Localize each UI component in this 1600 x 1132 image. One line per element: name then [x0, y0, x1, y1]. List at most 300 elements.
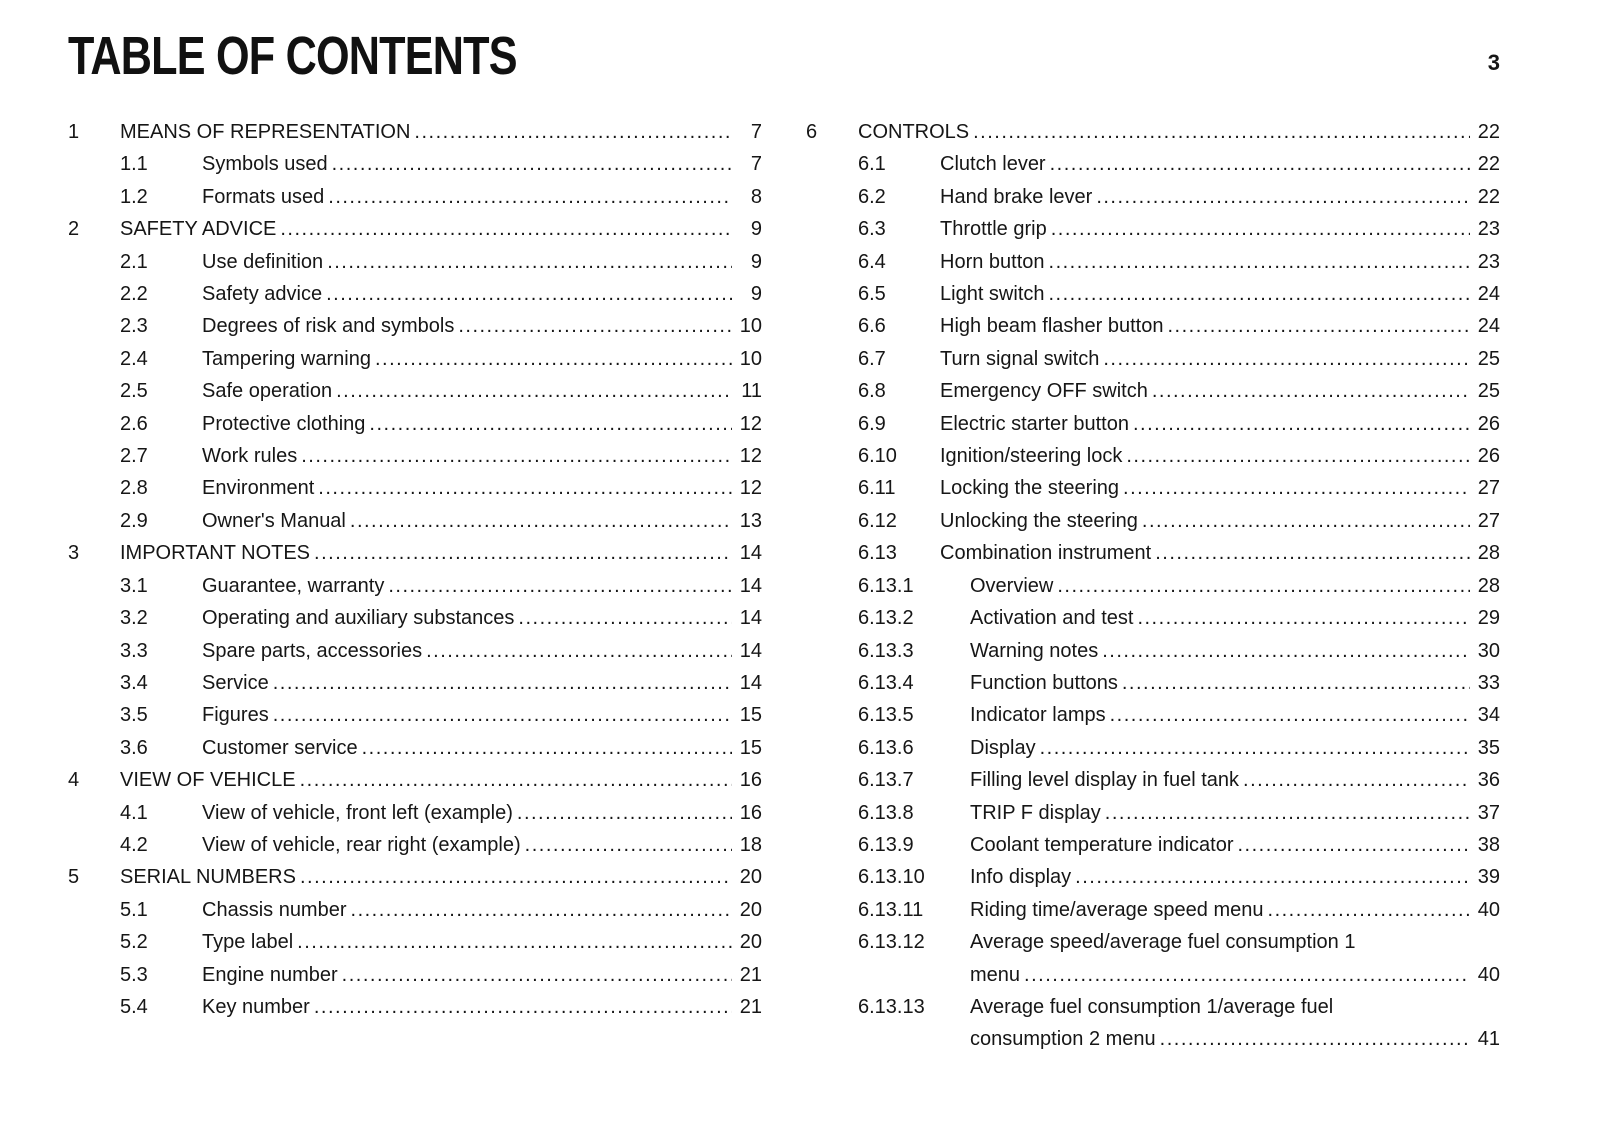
toc-entry-number: 6.10	[858, 445, 897, 468]
toc-entry	[68, 732, 762, 764]
toc-entry	[68, 894, 762, 926]
toc-entry-page: 27	[1477, 477, 1500, 500]
toc-entry-label: Formats used	[202, 185, 325, 208]
toc-entry-body	[970, 926, 1500, 991]
dot-leader	[1142, 505, 1470, 537]
toc-entry-label: Engine number	[202, 963, 338, 986]
toc-entry-label: consumption 2 menu	[970, 1028, 1156, 1051]
toc-entry-number: 4.1	[120, 801, 148, 824]
toc-columns	[68, 116, 1500, 1056]
toc-entry	[68, 278, 762, 310]
toc-entry	[806, 635, 1500, 667]
toc-entry-label: Electric starter button	[940, 412, 1129, 435]
toc-entry	[806, 570, 1500, 602]
toc-entry	[68, 181, 762, 213]
toc-entry	[806, 797, 1500, 829]
dot-leader	[301, 440, 732, 472]
toc-entry-label: TRIP F display	[970, 801, 1101, 824]
toc-entry-page: 29	[1477, 607, 1500, 630]
toc-entry-page: 33	[1477, 671, 1500, 694]
toc-entry-page: 20	[739, 931, 762, 954]
toc-entry-number: 5.4	[120, 995, 148, 1018]
toc-entry-label: Overview	[970, 574, 1054, 597]
toc-entry-page: 15	[739, 704, 762, 727]
toc-entry	[806, 699, 1500, 731]
toc-entry	[806, 667, 1500, 699]
dot-leader	[1160, 1023, 1470, 1055]
toc-entry-body	[202, 181, 762, 213]
toc-entry-page: 23	[1477, 250, 1500, 273]
toc-entry-body	[202, 667, 762, 699]
toc-entry-body	[120, 116, 762, 148]
toc-entry-number: 6.5	[858, 283, 886, 306]
toc-entry-page: 24	[1477, 283, 1500, 306]
toc-entry-page: 14	[739, 574, 762, 597]
toc-entry-label: Service	[202, 671, 269, 694]
toc-entry-body	[970, 764, 1500, 796]
toc-entry	[806, 861, 1500, 893]
toc-entry-body	[202, 699, 762, 731]
toc-entry	[68, 959, 762, 991]
toc-entry-page: 30	[1477, 639, 1500, 662]
dot-leader	[1243, 764, 1470, 796]
toc-entry-page: 10	[739, 315, 762, 338]
toc-entry-page: 18	[739, 833, 762, 856]
toc-entry-label: menu	[970, 963, 1021, 986]
toc-entry-page: 12	[739, 477, 762, 500]
toc-entry-label: Unlocking the steering	[940, 509, 1138, 532]
toc-entry-body	[120, 213, 762, 245]
toc-entry	[68, 148, 762, 180]
dot-leader	[1103, 343, 1470, 375]
dot-leader	[525, 829, 732, 861]
toc-entry-number: 2.4	[120, 347, 148, 370]
toc-entry-page: 23	[1477, 218, 1500, 241]
dot-leader	[1050, 148, 1470, 180]
toc-entry-label: Turn signal switch	[940, 347, 1100, 370]
page-number: 3	[1487, 50, 1500, 75]
dot-leader	[1049, 278, 1471, 310]
toc-entry-body	[940, 310, 1500, 342]
toc-entry-number: 2.5	[120, 380, 148, 403]
toc-entry	[68, 213, 762, 245]
toc-entry-number: 6.13.3	[858, 639, 914, 662]
dot-leader	[336, 375, 732, 407]
toc-entry-body	[202, 472, 762, 504]
toc-entry-label: Guarantee, warranty	[202, 574, 385, 597]
toc-entry-label: Riding time/average speed menu	[970, 898, 1264, 921]
toc-entry-page: 38	[1477, 833, 1500, 856]
toc-entry	[68, 116, 762, 148]
toc-entry-body	[970, 732, 1500, 764]
toc-entry-page: 12	[739, 445, 762, 468]
toc-entry	[806, 894, 1500, 926]
toc-entry	[68, 829, 762, 861]
toc-entry-page: 15	[739, 736, 762, 759]
toc-entry-body	[970, 667, 1500, 699]
toc-entry	[806, 602, 1500, 634]
toc-entry-number: 6.13.7	[858, 769, 914, 792]
toc-entry-label: MEANS OF REPRESENTATION	[120, 121, 411, 143]
toc-entry-body	[940, 148, 1500, 180]
toc-entry	[68, 797, 762, 829]
toc-entry-page: 36	[1477, 769, 1500, 792]
toc-entry-number: 6	[806, 121, 818, 143]
toc-entry-body	[970, 635, 1500, 667]
toc-entry-number: 1	[68, 121, 80, 143]
toc-entry-page: 14	[739, 671, 762, 694]
toc-entry-page: 26	[1477, 412, 1500, 435]
toc-entry-number: 6.13.12	[858, 931, 925, 954]
dot-leader	[414, 116, 732, 148]
toc-entry-number: 6.8	[858, 380, 886, 403]
toc-entry-number: 6.9	[858, 412, 886, 435]
toc-entry	[68, 926, 762, 958]
dot-leader	[1137, 602, 1470, 634]
dot-leader	[350, 505, 732, 537]
toc-entry-body	[940, 278, 1500, 310]
toc-entry-number: 6.4	[858, 250, 886, 273]
toc-entry-number: 3.3	[120, 639, 148, 662]
toc-entry-number: 2.1	[120, 250, 148, 273]
dot-leader	[362, 732, 732, 764]
toc-entry-number: 5.2	[120, 931, 148, 954]
toc-entry-page: 22	[1477, 121, 1500, 143]
page-header	[68, 28, 1500, 85]
toc-entry-number: 6.6	[858, 315, 886, 338]
toc-entry-number: 3.5	[120, 704, 148, 727]
toc-entry-body	[202, 732, 762, 764]
toc-entry-label: Protective clothing	[202, 412, 366, 435]
toc-entry-page: 37	[1477, 801, 1500, 824]
dot-leader	[300, 764, 732, 796]
toc-entry-body	[858, 116, 1500, 148]
dot-leader	[1152, 375, 1470, 407]
toc-entry-label: Combination instrument	[940, 542, 1152, 565]
toc-entry-label: Activation and test	[970, 607, 1134, 630]
toc-entry-body	[120, 861, 762, 893]
toc-entry-body	[970, 894, 1500, 926]
toc-entry-body	[970, 602, 1500, 634]
toc-entry	[68, 505, 762, 537]
dot-leader	[327, 246, 732, 278]
toc-entry-page: 22	[1477, 153, 1500, 176]
toc-entry-body	[202, 246, 762, 278]
toc-entry-body	[202, 310, 762, 342]
toc-entry	[68, 667, 762, 699]
toc-entry-page: 24	[1477, 315, 1500, 338]
toc-entry-number: 6.1	[858, 153, 886, 176]
toc-entry	[806, 116, 1500, 148]
dot-leader	[1102, 635, 1470, 667]
toc-entry-label: Work rules	[202, 445, 298, 468]
toc-entry	[68, 602, 762, 634]
dot-leader	[1024, 959, 1470, 991]
toc-entry-number: 6.13.5	[858, 704, 914, 727]
toc-entry	[806, 537, 1500, 569]
toc-entry-page: 9	[750, 283, 762, 306]
dot-leader	[1155, 537, 1470, 569]
toc-entry-label: Throttle grip	[940, 218, 1047, 241]
dot-leader	[273, 699, 732, 731]
toc-entry-body	[940, 472, 1500, 504]
toc-entry-label: IMPORTANT NOTES	[120, 542, 311, 565]
dot-leader	[342, 959, 732, 991]
toc-entry-number: 6.13.1	[858, 574, 914, 597]
toc-entry-page: 14	[739, 639, 762, 662]
toc-entry-body	[940, 246, 1500, 278]
toc-entry-body	[940, 537, 1500, 569]
toc-entry-number: 6.13.10	[858, 866, 925, 889]
toc-entry	[806, 408, 1500, 440]
toc-entry	[806, 505, 1500, 537]
dot-leader	[458, 310, 732, 342]
toc-entry-number: 1.1	[120, 153, 148, 176]
dot-leader	[1057, 570, 1470, 602]
dot-leader	[1123, 472, 1470, 504]
toc-entry-page: 9	[750, 218, 762, 241]
dot-leader	[280, 213, 732, 245]
toc-entry-number: 3.2	[120, 607, 148, 630]
toc-entry-page: 34	[1477, 704, 1500, 727]
toc-entry-body	[202, 278, 762, 310]
toc-entry-page: 14	[739, 607, 762, 630]
toc-entry-body	[120, 537, 762, 569]
toc-entry-label: CONTROLS	[858, 121, 970, 143]
toc-entry-body	[940, 440, 1500, 472]
toc-entry-body	[120, 764, 762, 796]
toc-entry-body	[202, 959, 762, 991]
toc-entry-number: 2.6	[120, 412, 148, 435]
dot-leader	[1040, 732, 1470, 764]
dot-leader	[351, 894, 732, 926]
toc-entry-page: 10	[739, 347, 762, 370]
toc-entry	[68, 537, 762, 569]
toc-entry-page: 41	[1477, 1028, 1500, 1051]
toc-entry-page: 9	[750, 250, 762, 273]
toc-entry	[68, 408, 762, 440]
toc-entry-body	[940, 505, 1500, 537]
toc-entry-page: 28	[1477, 574, 1500, 597]
toc-entry-label: View of vehicle, front left (example)	[202, 801, 513, 824]
toc-entry-label: Chassis number	[202, 898, 347, 921]
dot-leader	[314, 537, 732, 569]
toc-entry-body	[202, 635, 762, 667]
dot-leader	[314, 991, 732, 1023]
toc-entry-label-line: Average speed/average fuel consumption 1	[970, 931, 1356, 954]
dot-leader	[1049, 246, 1470, 278]
toc-entry	[806, 440, 1500, 472]
dot-leader	[426, 635, 732, 667]
toc-entry-label: Filling level display in fuel tank	[970, 769, 1240, 792]
toc-entry-number: 6.13.11	[858, 898, 924, 921]
toc-entry-number: 6.7	[858, 347, 886, 370]
toc-entry-page: 12	[739, 412, 762, 435]
toc-entry-number: 4.2	[120, 833, 148, 856]
toc-entry-number: 2	[68, 218, 80, 241]
toc-entry-label: Type label	[202, 931, 294, 954]
dot-leader	[318, 472, 732, 504]
toc-entry-label: Safe operation	[202, 380, 333, 403]
dot-leader	[1075, 861, 1470, 893]
toc-entry	[68, 991, 762, 1023]
toc-entry-label: High beam flasher button	[940, 315, 1164, 338]
toc-entry-page: 40	[1477, 963, 1500, 986]
toc-entry	[806, 310, 1500, 342]
toc-entry-body	[202, 440, 762, 472]
toc-entry	[68, 440, 762, 472]
toc-entry-body	[940, 181, 1500, 213]
toc-entry-label: Clutch lever	[940, 153, 1046, 176]
dot-leader	[388, 570, 732, 602]
toc-column-right	[806, 116, 1500, 1056]
toc-entry	[68, 472, 762, 504]
toc-entry-label: Warning notes	[970, 639, 1099, 662]
toc-entry-number: 5.3	[120, 963, 148, 986]
dot-leader	[517, 797, 732, 829]
dot-leader	[1051, 213, 1470, 245]
dot-leader	[1096, 181, 1470, 213]
dot-leader	[1126, 440, 1470, 472]
toc-entry-label: Emergency OFF switch	[940, 380, 1148, 403]
dot-leader	[328, 181, 732, 213]
toc-entry-body	[202, 991, 762, 1023]
toc-entry-label: Degrees of risk and symbols	[202, 315, 455, 338]
toc-entry-number: 2.8	[120, 477, 148, 500]
toc-entry	[806, 278, 1500, 310]
toc-entry-page: 21	[739, 995, 762, 1018]
toc-entry	[806, 148, 1500, 180]
toc-entry-body	[202, 148, 762, 180]
toc-entry	[68, 246, 762, 278]
toc-entry-number: 3	[68, 542, 80, 565]
toc-entry-label: View of vehicle, rear right (example)	[202, 833, 521, 856]
toc-entry-label: Symbols used	[202, 153, 328, 176]
toc-entry-number: 6.13.6	[858, 736, 914, 759]
toc-entry-page: 7	[750, 121, 762, 143]
dot-leader	[326, 278, 732, 310]
toc-entry-body	[970, 829, 1500, 861]
toc-entry-page: 14	[739, 542, 762, 565]
toc-entry-page: 21	[739, 963, 762, 986]
toc-entry-number: 2.2	[120, 283, 148, 306]
toc-entry-label: Figures	[202, 704, 269, 727]
page-title: TABLE OF CONTENTS	[68, 26, 517, 86]
toc-entry-label: Tampering warning	[202, 347, 371, 370]
toc-entry-number: 6.13.2	[858, 607, 914, 630]
toc-entry-label: Function buttons	[970, 671, 1118, 694]
dot-leader	[369, 408, 732, 440]
toc-entry-label: Environment	[202, 477, 315, 500]
dot-leader	[973, 116, 1470, 148]
toc-entry-page: 25	[1477, 347, 1500, 370]
toc-entry-label: Use definition	[202, 250, 324, 273]
toc-entry-page: 20	[739, 866, 762, 889]
toc-entry-page: 28	[1477, 542, 1500, 565]
dot-leader	[1110, 699, 1470, 731]
toc-entry-body	[202, 408, 762, 440]
toc-entry-label: Locking the steering	[940, 477, 1120, 500]
toc-entry-number: 6.13.4	[858, 671, 914, 694]
dot-leader	[300, 861, 732, 893]
toc-entry-page: 27	[1477, 509, 1500, 532]
toc-entry-number: 4	[68, 769, 80, 792]
toc-entry-page: 13	[739, 509, 762, 532]
toc-entry-page: 11	[741, 380, 762, 403]
toc-entry-body	[940, 213, 1500, 245]
toc-entry-number: 3.1	[120, 574, 148, 597]
toc-entry-number: 1.2	[120, 185, 148, 208]
toc-entry-body	[202, 829, 762, 861]
toc-entry-body	[970, 861, 1500, 893]
dot-leader	[332, 148, 732, 180]
dot-leader	[1105, 797, 1470, 829]
toc-entry-label: Operating and auxiliary substances	[202, 607, 515, 630]
toc-entry-number: 6.13.13	[858, 995, 925, 1018]
toc-entry	[68, 343, 762, 375]
toc-entry-number: 2.7	[120, 445, 148, 468]
dot-leader	[273, 667, 732, 699]
toc-entry-page: 16	[739, 801, 762, 824]
toc-entry	[806, 246, 1500, 278]
dot-leader	[1122, 667, 1470, 699]
dot-leader	[518, 602, 732, 634]
toc-entry-body	[940, 408, 1500, 440]
toc-entry-label-line: Average fuel consumption 1/average fuel	[970, 995, 1334, 1018]
toc-entry-label: SAFETY ADVICE	[120, 218, 277, 241]
toc-entry	[806, 732, 1500, 764]
toc-entry-label: Owner's Manual	[202, 509, 346, 532]
toc-entry-body	[202, 375, 762, 407]
toc-entry-label: Spare parts, accessories	[202, 639, 423, 662]
toc-entry-label: Ignition/steering lock	[940, 445, 1123, 468]
toc-entry	[806, 472, 1500, 504]
toc-entry	[68, 699, 762, 731]
toc-entry	[806, 343, 1500, 375]
toc-entry-page: 7	[750, 153, 762, 176]
toc-entry-label: SERIAL NUMBERS	[120, 866, 296, 889]
toc-entry-page: 20	[739, 898, 762, 921]
toc-entry-number: 6.12	[858, 509, 897, 532]
dot-leader	[1268, 894, 1470, 926]
toc-entry	[68, 375, 762, 407]
toc-entry-page: 8	[750, 185, 762, 208]
toc-entry-number: 6.13	[858, 542, 897, 565]
toc-entry-label: Horn button	[940, 250, 1045, 273]
toc-entry	[68, 570, 762, 602]
toc-entry-body	[202, 570, 762, 602]
toc-entry-label: Light switch	[940, 283, 1045, 306]
toc-entry-body	[970, 570, 1500, 602]
toc-entry-body	[970, 699, 1500, 731]
toc-entry-label: Key number	[202, 995, 310, 1018]
toc-entry-page: 25	[1477, 380, 1500, 403]
dot-leader	[1167, 310, 1470, 342]
toc-entry-body	[970, 797, 1500, 829]
toc-entry-page: 40	[1477, 898, 1500, 921]
toc-entry-page: 26	[1477, 445, 1500, 468]
toc-entry	[68, 861, 762, 893]
toc-entry-page: 22	[1477, 185, 1500, 208]
toc-entry-page: 16	[739, 769, 762, 792]
dot-leader	[297, 926, 732, 958]
toc-entry	[806, 991, 1500, 1056]
toc-entry-number: 6.2	[858, 185, 886, 208]
toc-entry-number: 6.11	[858, 477, 896, 500]
toc-entry-body	[202, 505, 762, 537]
toc-entry-label: Info display	[970, 866, 1072, 889]
dot-leader	[375, 343, 732, 375]
